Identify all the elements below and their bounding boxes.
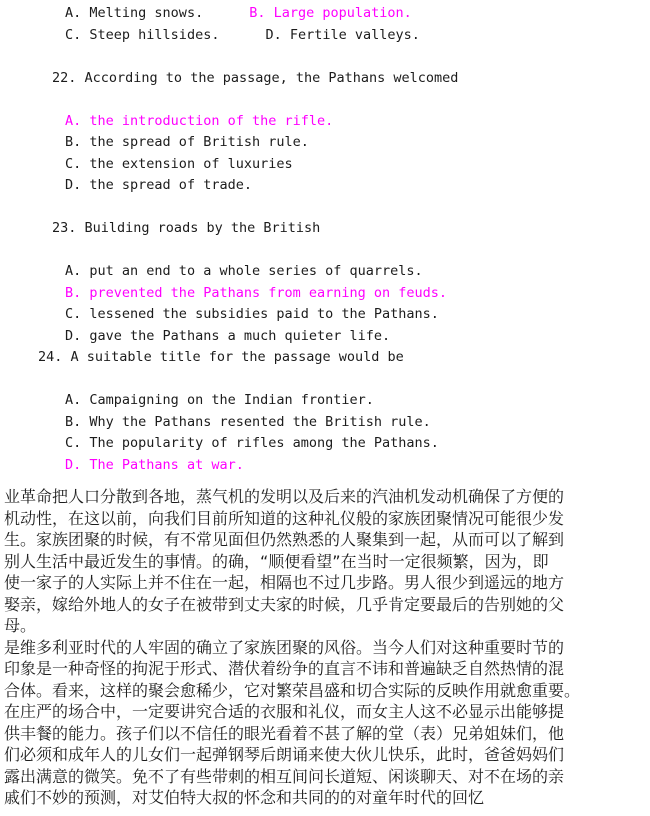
cn-line: 供丰餐的能力。孩子们以不信任的眼光看着不甚了解的堂（表）兄弟姐妹们，他 — [4, 723, 565, 743]
cn-line: 使一家子的人实际上并不住在一起，相隔也不过几步路。男人很少到遥远的地方 — [4, 573, 565, 592]
option-label: A. — [65, 5, 82, 21]
option-text: Steep hillsides. — [89, 26, 220, 43]
cn-line: 娶亲，嫁给外地人的女子在被带到丈夫家的时候，几乎肯定要最后的告别她的父 — [4, 594, 565, 614]
option-24-a — [0, 390, 650, 412]
question-number: 22. — [52, 69, 77, 86]
option-text: Fertile valleys. — [289, 26, 420, 43]
option-text: lessened the subsidies paid to the Pathans. — [89, 306, 439, 322]
option-text: Campaigning on the Indian frontier. — [89, 392, 374, 408]
option-label: B. — [249, 5, 266, 21]
option-23-c — [0, 304, 650, 326]
option-22-a — [0, 111, 650, 133]
option-23-b — [0, 283, 650, 305]
option-text: The popularity of rifles among the Pathans. — [89, 435, 439, 451]
cn-line: 戚们不妙的预测，对艾伯特大叔的怀念和共同的的对童年时代的回忆 — [4, 788, 485, 807]
option-text: Large population. — [273, 5, 412, 21]
option-text: prevented the Pathans from earning on feuds. — [89, 284, 448, 301]
option-24-b — [0, 412, 650, 434]
cn-line: 业革命把人口分散到各地，蒸气机的发明以及后来的汽油机发动机确保了方便的 — [4, 487, 565, 506]
option-text: The Pathans at war. — [89, 456, 244, 473]
option-22-c — [0, 154, 650, 176]
option-23-a — [0, 261, 650, 283]
option-label: D. — [65, 177, 82, 193]
option-text: gave the Pathans a much quieter life. — [89, 327, 391, 344]
option-21-a — [65, 5, 203, 21]
option-label: A. — [65, 112, 82, 129]
cn-line: 生。家族团聚的时候，有不常见面但仍然熟悉的人聚集到一起，从而可以了解到 — [4, 530, 565, 549]
cn-line: 们必须和成年人的儿女们一起弹钢琴后朗诵来使大伙儿快乐，此时，爸爸妈妈们 — [4, 745, 565, 764]
option-label: B. — [65, 284, 82, 301]
option-text: Melting snows. — [89, 5, 204, 21]
cn-line: 合体。看来，这样的聚会愈稀少，它对繁荣昌盛和切合实际的反映作用就愈重要。 — [4, 680, 581, 700]
chinese-translation-section — [0, 486, 650, 809]
option-24-d — [0, 455, 650, 477]
option-text: the introduction of the rifle. — [89, 112, 334, 129]
cn-paragraph — [4, 486, 646, 637]
option-label: C. — [65, 435, 82, 451]
cn-paragraph — [4, 637, 646, 809]
option-21-c — [65, 27, 219, 43]
question-number: 23. — [52, 220, 77, 236]
option-text: the extension of luxuries — [89, 155, 293, 172]
option-label: C. — [65, 306, 82, 322]
option-24-c — [0, 433, 650, 455]
option-label: C. — [65, 26, 82, 43]
cn-line: 母。 — [4, 616, 37, 635]
option-label: D. — [265, 26, 282, 43]
cn-line: 印象是一种奇怪的拘泥于形式、潜伏着纷争的直言不讳和普遍缺乏自然热情的混 — [4, 659, 565, 678]
question-stem-text: A suitable title for the passage would be — [70, 349, 404, 365]
option-text: the spread of British rule. — [89, 134, 309, 150]
cn-line: 机动性，在这以前，向我们目前所知道的这种礼仪般的家族团聚情况可能很少发 — [4, 508, 565, 528]
cn-line: 露出满意的微笑。免不了有些带刺的相互间问长道短、闲谈聊天、对不在场的亲 — [4, 766, 565, 786]
cn-line: 别人生活中最近发生的事情。的确，“顺便看望”在当时一定很频繁，因为，即 — [4, 551, 549, 571]
options-row — [0, 25, 650, 47]
option-21-d — [265, 27, 419, 43]
option-22-b — [0, 132, 650, 154]
option-23-d — [0, 326, 650, 348]
option-label: D. — [65, 327, 82, 344]
option-text: Why the Pathans resented the British rule. — [89, 413, 431, 430]
option-label: A. — [65, 263, 82, 279]
option-label: B. — [65, 413, 82, 430]
options-row — [0, 3, 650, 25]
option-label: C. — [65, 155, 82, 172]
option-label: D. — [65, 456, 82, 473]
option-label: A. — [65, 392, 82, 408]
question-stem-text: According to the passage, the Pathans welcomed — [84, 69, 459, 86]
cn-line: 是维多利亚时代的人牢固的确立了家族团聚的风俗。当今人们对这种重要时节的 — [4, 637, 565, 657]
question-number: 24. — [38, 349, 63, 365]
question-stem-text: Building roads by the British — [84, 220, 321, 236]
option-21-b — [249, 5, 412, 21]
option-22-d — [0, 175, 650, 197]
question-23-stem — [0, 218, 650, 240]
option-text: the spread of trade. — [89, 177, 252, 193]
question-24-stem — [0, 347, 650, 369]
cn-line: 在庄严的场合中，一定要讲究合适的衣服和礼仪，而女主人这不必显示出能够提 — [4, 702, 565, 721]
option-text: put an end to a whole series of quarrels. — [89, 263, 423, 279]
question-22-stem — [0, 68, 650, 90]
option-label: B. — [65, 134, 82, 150]
